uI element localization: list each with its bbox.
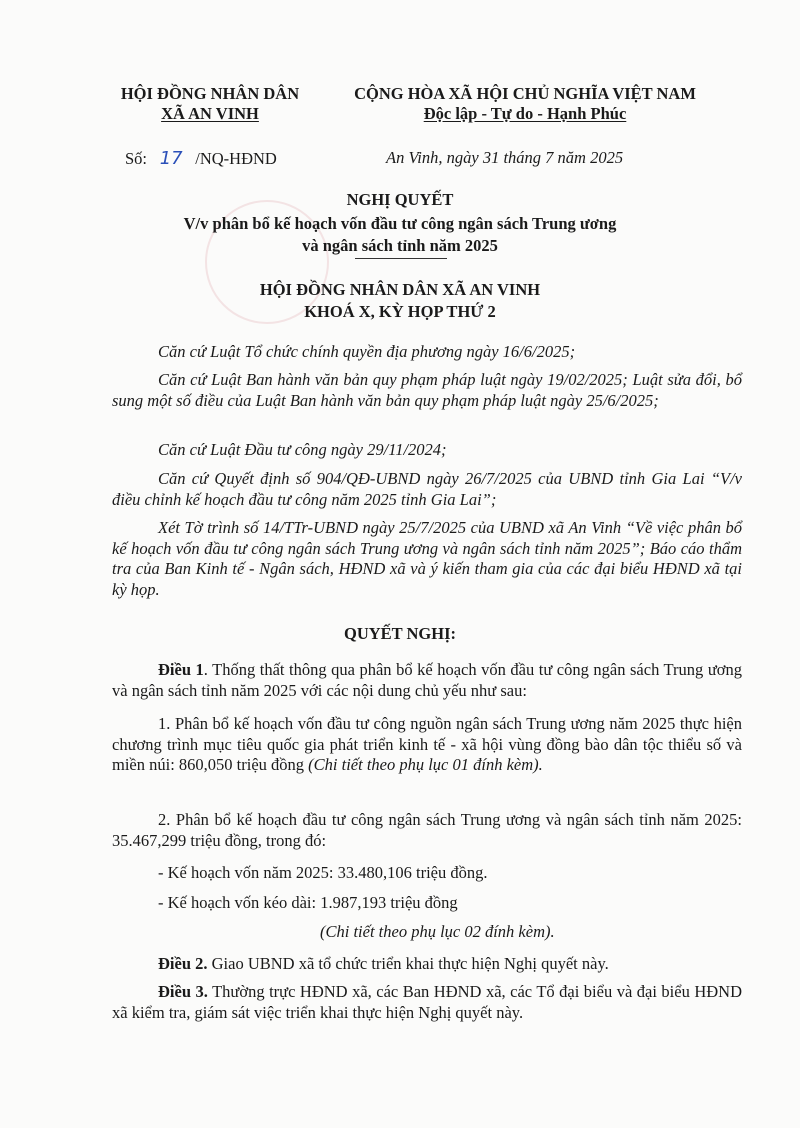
article-1 [112, 660, 742, 701]
article-1-text: . Thống thất thông qua phân bổ kế hoạch vốn đầu tư công ngân sách Trung ương và ngân sách tỉnh năm 2025 với các nội dung chủ yếu như sau: [112, 660, 743, 700]
place-and-date: An Vinh, ngày 31 tháng 7 năm 2025 [386, 148, 624, 167]
plan-bullet-annual: - Kế hoạch vốn năm 2025: 33.480,106 triệu đồng. [158, 863, 488, 882]
item-1-text: 1. Phân bổ kế hoạch vốn đầu tư công nguồn ngân sách Trung ương năm 2025 thực hiện chương trình mục tiêu quốc gia phát triển kinh tế - xã hội vùng đồng bào dân tộc thiểu số và miền núi: 860,050 triệu đồng [112, 714, 742, 774]
article-1-item-1 [112, 714, 742, 776]
article-1-item-2 [112, 810, 742, 851]
item-2-text: 2. Phân bổ kế hoạch đầu tư công ngân sách Trung ương và ngân sách tỉnh năm 2025: 35.467,299 triệu đồng, trong đó: [112, 810, 742, 850]
subject-line-2: và ngân sách tỉnh năm 2025 [302, 236, 498, 255]
title-divider [355, 258, 447, 259]
preamble-item: Căn cứ Luật Ban hành văn bản quy phạm pháp luật ngày 19/02/2025; Luật sửa đổi, bổ sung một số điều của Luật Ban hành văn bản quy phạm pháp luật ngày 25/6/2025; [112, 370, 742, 410]
issuer-commune-name: XÃ AN VINH [161, 104, 259, 123]
item-1-note: (Chi tiết theo phụ lục 01 đính kèm). [308, 755, 543, 774]
article-3-text: Thường trực HĐND xã, các Ban HĐND xã, các Tổ đại biểu và đại biểu HĐND xã kiểm tra, giám sát việc triển khai thực hiện Nghị quyết này. [112, 982, 743, 1022]
article-3 [112, 982, 742, 1023]
article-3-label: Điều 3. [158, 982, 208, 1001]
session-name: KHOÁ X, KỲ HỌP THỨ 2 [304, 302, 496, 321]
article-2 [112, 954, 742, 975]
national-motto: Độc lập - Tự do - Hạnh Phúc [423, 104, 627, 123]
decision-heading: QUYẾT NGHỊ: [343, 624, 456, 643]
article-1-label: Điều 1 [158, 660, 204, 679]
preamble-item: Xét Tờ trình số 14/TTr-UBND ngày 25/7/2025 của UBND xã An Vinh “Về việc phân bổ kế hoạch vốn đầu tư công ngân sách Trung ương và ngân sách tỉnh năm 2025”; Báo cáo thẩm tra của Ban Kinh tế - Ngân sách, HĐND xã và ý kiến tham gia của các đại biểu HĐND xã tại kỳ họp. [112, 518, 742, 599]
subject-line-1: V/v phân bổ kế hoạch vốn đầu tư công ngân sách Trung ương [183, 214, 617, 233]
plan-bullet-extended: - Kế hoạch vốn kéo dài: 1.987,193 triệu đồng [158, 893, 458, 912]
handwritten-number: 17 [159, 148, 183, 169]
national-title: CỘNG HÒA XÃ HỘI CHỦ NGHĨA VIỆT NAM [354, 84, 696, 103]
preamble-item: Căn cứ Luật Tổ chức chính quyền địa phương ngày 16/6/2025; [158, 342, 576, 361]
article-2-label: Điều 2. [158, 954, 208, 973]
document-number [125, 148, 277, 169]
issuer-org-name: HỘI ĐỒNG NHÂN DÂN [120, 84, 300, 103]
preamble-item: Căn cứ Quyết định số 904/QĐ-UBND ngày 26/7/2025 của UBND tỉnh Gia Lai “V/v điều chỉnh kế hoạch đầu tư công năm 2025 tỉnh Gia Lai”; [112, 469, 742, 509]
item-2-note: (Chi tiết theo phụ lục 02 đính kèm). [320, 922, 555, 941]
number-prefix: Số: [125, 149, 148, 168]
article-2-text: Giao UBND xã tổ chức triển khai thực hiện Nghị quyết này. [207, 954, 609, 973]
number-suffix: /NQ-HĐND [195, 149, 277, 168]
document-type: NGHỊ QUYẾT [346, 190, 454, 209]
preamble-item: Căn cứ Luật Đầu tư công ngày 29/11/2024; [158, 440, 447, 459]
council-name: HỘI ĐỒNG NHÂN DÂN XÃ AN VINH [259, 280, 541, 299]
